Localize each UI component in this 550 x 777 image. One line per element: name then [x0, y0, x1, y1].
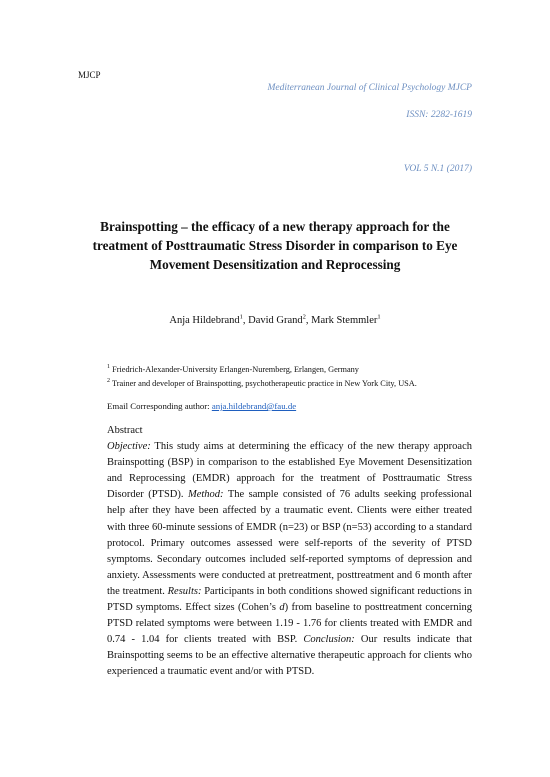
method-label: Method: — [187, 489, 224, 501]
abstract-section — [107, 423, 472, 681]
author-affil-number: 1 — [239, 313, 243, 321]
author-name: Mark Stemmler — [311, 315, 378, 326]
email-label: Email Corresponding author: — [107, 401, 212, 411]
results-text-continued: ) from baseline to posttreatment concerning PTSD related symptoms were between 1.19 - 1.76 for clients treated with EMDR and 0.74 - 1.04 for clients treated with BSP. — [107, 602, 472, 646]
author-name: David Grand — [248, 315, 303, 326]
affiliations — [107, 363, 417, 391]
author-list: Anja Hildebrand$^1$, David Grand$^2$, Mark Stemmler$^1$ — [169, 313, 381, 326]
journal-tag: MJCP — [78, 70, 101, 80]
email-link[interactable]: anja.hildebrand@fau.de — [211, 401, 297, 411]
affiliation — [107, 363, 417, 377]
conclusion-label: Conclusion: — [303, 634, 355, 646]
affiliation-text: Trainer and developer of Brainspotting, psychotherapeutic practice in New York City, USA. — [111, 379, 417, 388]
results-text: Participants in both conditions showed significant reductions in PTSD symptoms. Effect sizes (Cohen’s — [107, 585, 472, 614]
affiliation — [107, 377, 417, 391]
affiliation-number: 2 — [107, 378, 110, 385]
journal-name-header: Mediterranean Journal of Clinical Psychology MJCP — [267, 83, 472, 93]
cohens-d-symbol: d — [279, 602, 285, 614]
affiliation-text: Friedrich-Alexander-University Erlangen-Nuremberg, Erlangen, Germany — [112, 365, 359, 374]
objective-label: Objective: — [107, 441, 151, 453]
author-name: Anja Hildebrand — [169, 315, 240, 326]
objective-text: This study aims at determining the efficacy of the new therapy approach Brainspotting (BSP) in comparison to the established Eye Movement Desensitization and Reprocessing (EMDR) approach for the treatment of Posttraumatic Stress Disorder (PTSD). — [107, 441, 472, 501]
author-affil-number: 2 — [302, 313, 306, 321]
abstract-body — [107, 439, 472, 680]
conclusion-text: Our results indicate that Brainspotting seems to be an effective alternative therapeutic approach for clients who experienced a traumatic event and/or with PTSD. — [107, 634, 472, 678]
paper-title: Brainspotting – the efficacy of a new therapy approach for the treatment of Posttraumatic Stress Disorder in comparison to Eye Movement Desensitization and Reprocessing — [92, 219, 458, 272]
issn-header: ISSN: 2282-1619 — [406, 110, 472, 120]
affiliation-number: 1 — [107, 364, 110, 371]
author-affil-number: 1 — [377, 313, 381, 321]
results-label: Results: — [167, 585, 202, 597]
corresponding-email-line — [107, 401, 296, 411]
volume-header: VOL 5 N.1 (2017) — [403, 164, 472, 174]
method-text: The sample consisted of 76 adults seeking professional help after they have been affected by a traumatic event. Clients were either treated with three 60-minute sessions of EMDR (n=23) or BSP (n=53) according to a standard protocol. Primary outcomes assessed were self-reports of the severity of PTSD symptoms. Secondary outcomes included self-reported symptoms of depression and anxiety. Assessments were conducted at pretreatment, posttreatment and 6 month after the treatment. — [107, 489, 472, 597]
abstract-heading: Abstract — [107, 425, 143, 436]
